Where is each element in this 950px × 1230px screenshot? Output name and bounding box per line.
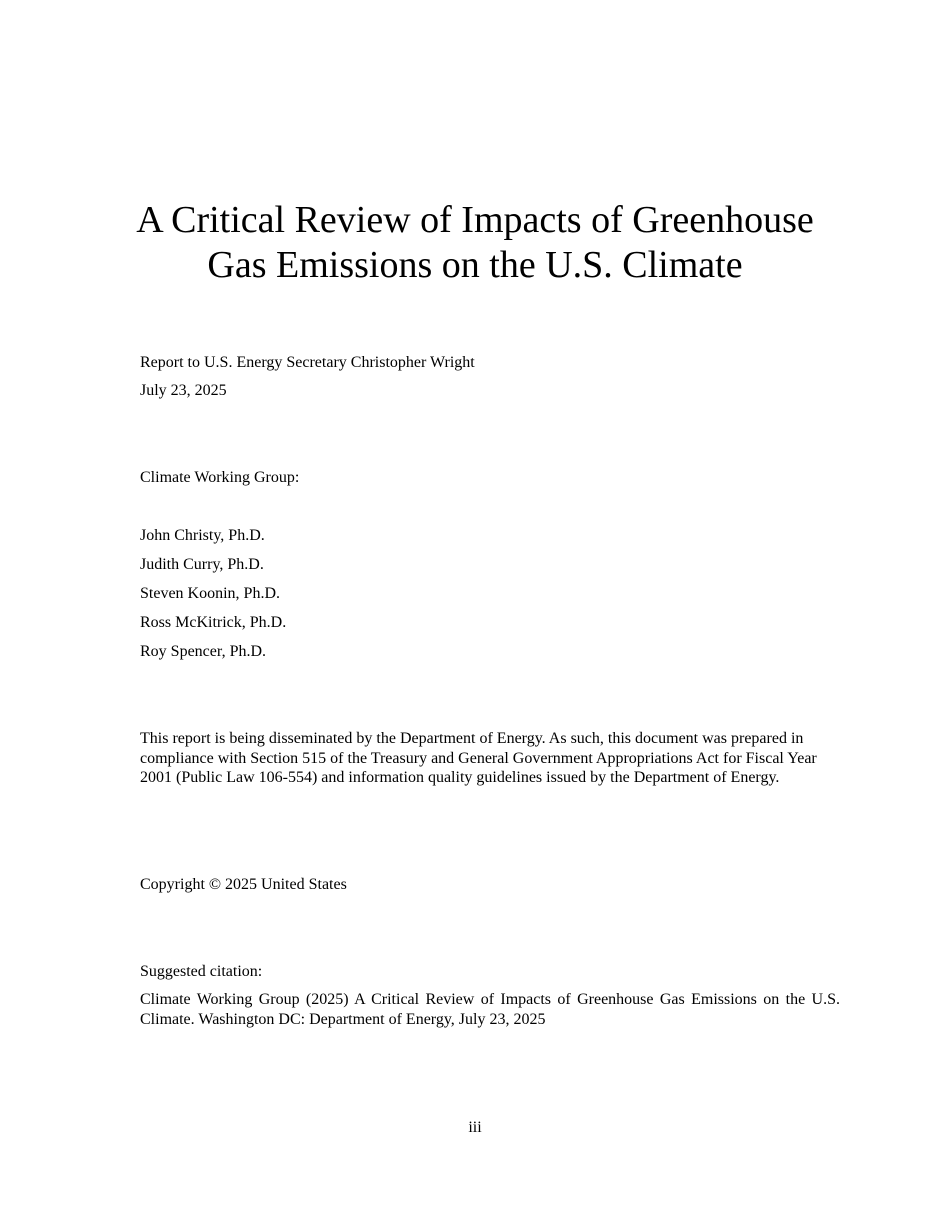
member-name: Steven Koonin, Ph.D.	[140, 585, 280, 602]
member-name: Roy Spencer, Ph.D.	[140, 643, 267, 660]
dissemination-notice: This report is being disseminated by the Department of Energy. As such, this document was prepared in compliance with Section 515 of the Treasury and General Government Appropriations Act for Fiscal Year 2001 (Public Law 106-554) and information quality guidelines issued by the Department of Energy.	[140, 730, 817, 786]
document-title	[0, 198, 950, 288]
member-name: John Christy, Ph.D.	[140, 527, 265, 544]
title-line-1: A Critical Review of Impacts of Greenhouse	[136, 199, 814, 241]
page-number: iii	[468, 1119, 482, 1136]
citation-heading: Suggested citation:	[140, 963, 263, 980]
member-name: Ross McKitrick, Ph.D.	[140, 614, 287, 631]
group-heading: Climate Working Group:	[140, 469, 300, 486]
report-date: July 23, 2025	[140, 382, 227, 399]
citation-text: Climate Working Group (2025) A Critical Review of Impacts of Greenhouse Gas Emissions on the U.S. Climate. Washington DC: Department of Energy, July 23, 2025	[140, 991, 840, 1028]
member-name: Judith Curry, Ph.D.	[140, 556, 264, 573]
title-line-2: Gas Emissions on the U.S. Climate	[207, 244, 743, 286]
report-to: Report to U.S. Energy Secretary Christopher Wright	[140, 354, 475, 371]
copyright-notice: Copyright © 2025 United States	[140, 876, 347, 893]
